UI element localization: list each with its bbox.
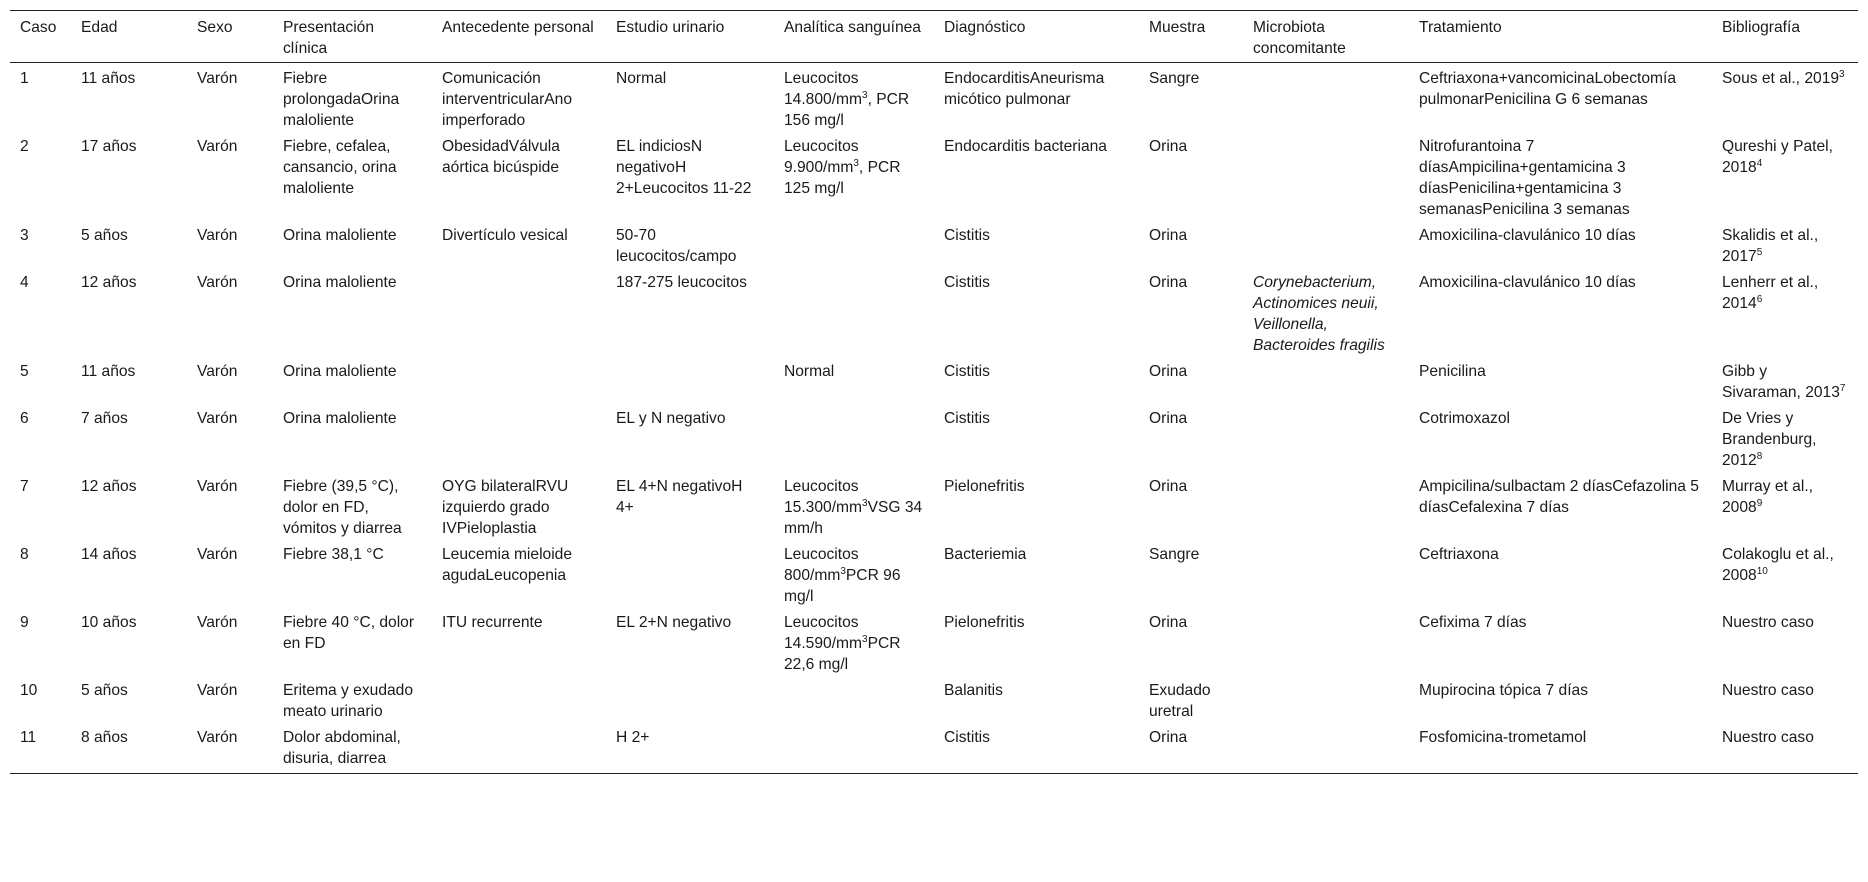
table-row	[10, 607, 1858, 675]
cell-bibliografia	[1712, 267, 1858, 356]
reference-text: Nuestro caso	[1722, 682, 1814, 699]
cell-muestra: Sangre	[1149, 70, 1200, 87]
cell-caso: 7	[20, 478, 29, 495]
cell-edad: 11 años	[81, 363, 136, 380]
cell-presentacion: Fiebre 38,1 °C	[283, 546, 384, 563]
cell-analitica	[774, 131, 934, 220]
cell-analitica	[774, 356, 934, 403]
reference-link[interactable]: 3	[1839, 68, 1845, 80]
cell-analitica	[774, 267, 934, 356]
reference-link[interactable]: 10	[1756, 565, 1768, 577]
reference-link[interactable]: 6	[1756, 293, 1763, 305]
cell-diagnostico: Cistitis	[934, 722, 1139, 774]
cell-bibliografia	[1712, 63, 1858, 132]
cell-bibliografia	[1712, 471, 1858, 539]
cell-diagnostico: Balanitis	[944, 682, 1003, 699]
cell-diagnostico: Bacteriemia	[944, 546, 1027, 563]
cell-microbiota	[1243, 539, 1409, 607]
reference-text: Qureshi y Patel, 2018	[1722, 138, 1833, 176]
superscript: 3	[862, 497, 868, 509]
analitica-text-cont: PCR 22,6 mg/l	[784, 635, 901, 673]
cell-microbiota	[1243, 607, 1409, 675]
superscript: 3	[862, 89, 868, 101]
cell-caso: 1	[20, 70, 29, 87]
cell-diagnostico: EndocarditisAneurisma micótico pulmonar	[944, 70, 1105, 108]
cell-analitica	[774, 722, 934, 774]
cell-antecedente: ITU recurrente	[442, 614, 543, 631]
cell-bibliografia	[1712, 403, 1858, 471]
cell-muestra: Orina	[1149, 227, 1188, 244]
cell-bibliografia	[1712, 607, 1858, 675]
reference-text: Colakoglu et al., 2008	[1722, 546, 1834, 584]
cell-presentacion: Orina maloliente	[283, 227, 397, 244]
header-row	[10, 11, 1858, 63]
cell-sexo: Varón	[197, 410, 238, 427]
analitica-text: Leucocitos 15.300/mm	[784, 478, 863, 516]
cell-muestra: Orina	[1149, 138, 1188, 155]
table-row	[10, 131, 1858, 220]
microbiota-italic: Corynebacterium, Actinomices neuii, Veillonella, Bacteroides fragilis	[1253, 274, 1385, 354]
cell-caso: 2	[20, 138, 29, 155]
cell-microbiota	[1243, 675, 1409, 722]
cell-antecedente: Leucemia mieloide agudaLeucopenia	[442, 546, 573, 584]
cell-caso: 4	[20, 274, 29, 291]
cell-edad: 14 años	[81, 546, 137, 563]
cell-diagnostico: Cistitis	[944, 227, 990, 244]
header-edad: Edad	[71, 11, 187, 63]
reference-text: De Vries y Brandenburg, 2012	[1722, 410, 1817, 469]
header-estudio: Estudio urinario	[606, 11, 774, 63]
cell-antecedente	[432, 267, 606, 356]
cell-bibliografia	[1712, 539, 1858, 607]
cell-analitica	[774, 607, 934, 675]
table-container	[10, 10, 1858, 774]
cell-analitica	[774, 220, 934, 267]
cell-tratamiento: Penicilina	[1419, 363, 1486, 380]
analitica-text: Leucocitos 800/mm	[784, 546, 859, 584]
cell-presentacion: Fiebre prolongadaOrina maloliente	[283, 70, 400, 129]
cell-muestra: Sangre	[1149, 546, 1200, 563]
cell-estudio: 50-70 leucocitos/campo	[616, 227, 737, 265]
cell-antecedente: Divertículo vesical	[442, 227, 568, 244]
cell-edad: 12 años	[81, 274, 137, 291]
cell-presentacion: Dolor abdominal, disuria, diarrea	[273, 722, 432, 774]
table-row	[10, 471, 1858, 539]
cell-microbiota	[1243, 403, 1409, 471]
cell-tratamiento: Amoxicilina-clavulánico 10 días	[1419, 227, 1636, 244]
cell-estudio: H 2+	[606, 722, 774, 774]
reference-link[interactable]: 9	[1756, 497, 1763, 509]
cell-presentacion: Fiebre, cefalea, cansancio, orina maloliente	[283, 138, 397, 197]
cell-tratamiento: Ceftriaxona	[1419, 546, 1499, 563]
cell-muestra: Orina	[1149, 274, 1188, 291]
table-row	[10, 403, 1858, 471]
header-muestra: Muestra	[1139, 11, 1243, 63]
cell-sexo: Varón	[197, 227, 238, 244]
table-body	[10, 63, 1858, 774]
reference-text: Nuestro caso	[1722, 614, 1814, 631]
reference-text: Gibb y Sivaraman, 2013	[1722, 363, 1840, 401]
cell-bibliografia	[1712, 220, 1858, 267]
reference-link[interactable]: 7	[1839, 382, 1846, 394]
cell-bibliografia	[1712, 356, 1858, 403]
cell-diagnostico: Endocarditis bacteriana	[944, 138, 1107, 155]
cell-bibliografia	[1712, 131, 1858, 220]
cell-estudio: EL 4+N negativoH 4+	[616, 478, 743, 516]
cell-edad: 5 años	[81, 227, 128, 244]
cell-microbiota	[1243, 220, 1409, 267]
cell-bibliografia	[1712, 675, 1858, 722]
cell-muestra: Orina	[1149, 614, 1188, 631]
cell-analitica	[774, 539, 934, 607]
cell-microbiota	[1243, 471, 1409, 539]
cell-estudio: Normal	[616, 70, 667, 87]
cell-analitica	[774, 63, 934, 132]
cell-caso: 11	[10, 722, 71, 774]
cell-sexo: Varón	[197, 614, 238, 631]
reference-text: Nuestro caso	[1722, 729, 1814, 746]
cell-edad: 10 años	[81, 614, 137, 631]
clinical-cases-table	[10, 10, 1858, 774]
cell-muestra: Orina	[1149, 478, 1188, 495]
cell-edad: 5 años	[81, 682, 128, 699]
cell-muestra: Exudado uretral	[1149, 682, 1211, 720]
table-row	[10, 220, 1858, 267]
cell-estudio: 187-275 leucocitos	[616, 274, 747, 291]
cell-presentacion: Eritema y exudado meato urinario	[283, 682, 414, 720]
cell-presentacion: Fiebre (39,5 °C), dolor en FD, vómitos y diarrea	[283, 478, 402, 537]
reference-text: Murray et al., 2008	[1722, 478, 1813, 516]
cell-edad: 12 años	[81, 478, 137, 495]
cell-muestra: Orina	[1149, 410, 1188, 427]
table-row	[10, 356, 1858, 403]
table-row	[10, 63, 1858, 132]
cell-analitica	[774, 675, 934, 722]
table-row	[10, 267, 1858, 356]
cell-sexo: Varón	[187, 722, 273, 774]
reference-link[interactable]: 4	[1756, 157, 1763, 169]
reference-text: Sous et al., 2019	[1722, 70, 1840, 87]
reference-text: Skalidis et al., 2017	[1722, 227, 1819, 265]
cell-caso: 5	[20, 363, 29, 380]
analitica-text: Normal	[784, 363, 835, 380]
cell-tratamiento: Ceftriaxona+vancomicinaLobectomía pulmonarPenicilina G 6 semanas	[1419, 70, 1677, 108]
cell-tratamiento: Mupirocina tópica 7 días	[1419, 682, 1589, 699]
analitica-text-cont: , PCR 125 mg/l	[784, 159, 901, 197]
cell-caso: 10	[20, 682, 38, 699]
cell-estudio: EL 2+N negativo	[616, 614, 732, 631]
cell-sexo: Varón	[197, 274, 238, 291]
cell-presentacion: Fiebre 40 °C, dolor en FD	[283, 614, 415, 652]
header-analitica: Analítica sanguínea	[774, 11, 934, 63]
cell-estudio	[606, 539, 774, 607]
cell-microbiota	[1243, 722, 1409, 774]
cell-presentacion: Orina maloliente	[283, 274, 397, 291]
cell-diagnostico: Cistitis	[944, 363, 990, 380]
cell-microbiota	[1243, 267, 1409, 356]
analitica-text: Leucocitos 14.800/mm	[784, 70, 863, 108]
cell-diagnostico: Pielonefritis	[944, 614, 1025, 631]
analitica-text-cont: PCR 96 mg/l	[784, 567, 901, 605]
header-sexo: Sexo	[187, 11, 273, 63]
cell-analitica	[774, 471, 934, 539]
cell-muestra: Orina	[1149, 363, 1188, 380]
cell-edad: 8 años	[71, 722, 187, 774]
reference-link[interactable]: 5	[1756, 246, 1763, 258]
superscript: 3	[840, 565, 846, 577]
cell-sexo: Varón	[197, 363, 238, 380]
cell-edad: 17 años	[81, 138, 137, 155]
cell-antecedente: Comunicación interventricularAno imperforado	[442, 70, 573, 129]
cell-caso: 9	[20, 614, 29, 631]
analitica-text-cont: VSG 34 mm/h	[784, 499, 923, 537]
header-antecedente: Antecedente personal	[432, 11, 606, 63]
header-caso: Caso	[10, 11, 71, 63]
cell-tratamiento: Fosfomicina-trometamol	[1409, 722, 1712, 774]
table-row	[10, 675, 1858, 722]
table-row	[10, 722, 1858, 774]
cell-tratamiento: Cotrimoxazol	[1419, 410, 1510, 427]
cell-antecedente	[432, 403, 606, 471]
cell-edad: 7 años	[81, 410, 128, 427]
cell-tratamiento: Nitrofurantoina 7 díasAmpicilina+gentamicina 3 díasPenicilina+gentamicina 3 semanasPenicilina 3 semanas	[1419, 138, 1630, 218]
reference-text: Lenherr et al., 2014	[1722, 274, 1819, 312]
cell-sexo: Varón	[197, 478, 238, 495]
cell-caso: 6	[20, 410, 29, 427]
cell-analitica	[774, 403, 934, 471]
analitica-text: Leucocitos 9.900/mm	[784, 138, 859, 176]
cell-antecedente	[432, 356, 606, 403]
cell-presentacion: Orina maloliente	[283, 363, 397, 380]
header-bibliografia: Bibliografía	[1712, 11, 1858, 63]
cell-tratamiento: Ampicilina/sulbactam 2 díasCefazolina 5 díasCefalexina 7 días	[1419, 478, 1699, 516]
cell-antecedente	[432, 675, 606, 722]
cell-tratamiento: Amoxicilina-clavulánico 10 días	[1419, 274, 1636, 291]
cell-antecedente: ObesidadVálvula aórtica bicúspide	[442, 138, 560, 176]
header-microbiota: Microbiota concomitante	[1243, 11, 1409, 63]
cell-caso: 8	[20, 546, 29, 563]
cell-sexo: Varón	[197, 138, 238, 155]
cell-muestra: Orina	[1139, 722, 1243, 774]
cell-sexo: Varón	[197, 682, 238, 699]
header-tratamiento: Tratamiento	[1409, 11, 1712, 63]
cell-bibliografia	[1712, 722, 1858, 774]
analitica-text-cont: , PCR 156 mg/l	[784, 91, 910, 129]
cell-diagnostico: Cistitis	[944, 274, 990, 291]
header-presentacion: Presentación clínica	[273, 11, 432, 63]
cell-diagnostico: Pielonefritis	[944, 478, 1025, 495]
superscript: 3	[862, 633, 868, 645]
cell-sexo: Varón	[197, 70, 238, 87]
cell-estudio: EL indiciosN negativoH 2+Leucocitos 11-22	[616, 138, 752, 197]
header-diagnostico: Diagnóstico	[934, 11, 1139, 63]
cell-caso: 3	[20, 227, 29, 244]
cell-microbiota	[1243, 356, 1409, 403]
cell-antecedente: OYG bilateralRVU izquierdo grado IVPieloplastia	[442, 478, 569, 537]
cell-antecedente	[432, 722, 606, 774]
cell-diagnostico: Cistitis	[944, 410, 990, 427]
cell-estudio	[606, 675, 774, 722]
table-row	[10, 539, 1858, 607]
cell-sexo: Varón	[197, 546, 238, 563]
cell-estudio	[606, 356, 774, 403]
superscript: 3	[853, 157, 859, 169]
cell-microbiota	[1243, 63, 1409, 132]
cell-microbiota	[1243, 131, 1409, 220]
cell-presentacion: Orina maloliente	[283, 410, 397, 427]
reference-link[interactable]: 8	[1756, 450, 1763, 462]
analitica-text: Leucocitos 14.590/mm	[784, 614, 863, 652]
cell-tratamiento: Cefixima 7 días	[1419, 614, 1527, 631]
cell-edad: 11 años	[81, 70, 136, 87]
cell-estudio: EL y N negativo	[616, 410, 726, 427]
